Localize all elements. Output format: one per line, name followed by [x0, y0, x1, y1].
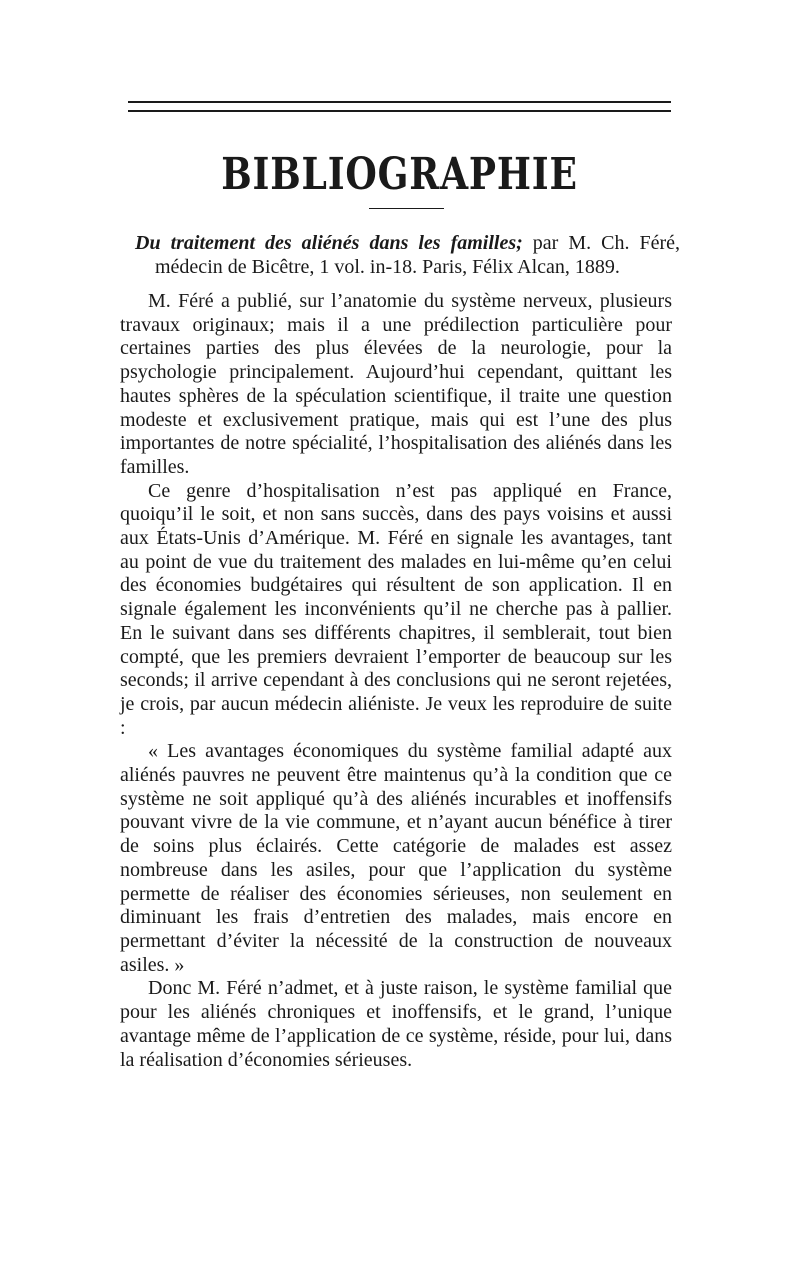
- top-rule-double: [128, 110, 671, 112]
- citation-details: par M. Ch. Féré, médecin de Bicêtre, 1 vol. in-18. Paris, Félix Alcan, 1889.: [155, 232, 681, 278]
- quoted-paragraph: « Les avantages économiques du système familial adapté aux aliénés pauvres ne peuvent être maintenus qu’à la condition que ce système ne soit appliqué qu’à des aliénés incurables et inoffensifs pouvant vivre de la vie commune, et n’ayant aucun bénéfice à tirer de soins plus éclairés. Cette catégorie de malades est assez nombreuse dans les asiles, pour que l’application du système permette de réaliser des économies sérieuses, non seulement en diminuant les frais d’entretien des malades, mais encore en permettant d’éviter la nécessité de la construction de nouveaux asiles. »: [120, 740, 672, 976]
- paragraph: Donc M. Féré n’admet, et à juste raison, le système familial que pour les aliénés chroniques et inoffensifs, et le grand, l’unique avantage même de l’application de ce système, réside, pour lui, dans la réalisation d’économies sérieuses.: [120, 977, 672, 1071]
- title-underline: [369, 208, 444, 209]
- body-text: [120, 290, 672, 1072]
- section-title: BIBLIOGRAPHIE: [221, 149, 578, 200]
- work-title: Du traitement des aliénés dans les familles;: [135, 232, 523, 254]
- paragraph: M. Féré a publié, sur l’anatomie du système nerveux, plusieurs travaux originaux; mais il a une prédilection particulière pour certaines parties des plus élevées de la neurologie, pour la psychologie principalement. Aujourd’hui cependant, quittant les hautes sphères de la spéculation scientifique, il traite une question modeste et exclusivement pratique, mais qui est l’une des plus importantes de notre spécialité, l’hospitalisation des aliénés dans les familles.: [120, 290, 672, 478]
- citation: [125, 232, 680, 279]
- paragraph: Ce genre d’hospitalisation n’est pas appliqué en France, quoiqu’il le soit, et non sans succès, dans des pays voisins et aussi aux États-Unis d’Amérique. M. Féré en signale les avantages, tant au point de vue du traitement des malades en lui-même qu’en celui des économies budgétaires qui résultent de son application. Il en signale également les inconvénients qu’il ne cherche pas à pallier. En le suivant dans ses différents chapitres, il semblerait, tout bien compté, que les premiers devraient l’emporter de beaucoup sur les seconds; il arrive cependant à des conclusions qui ne seront rejetées, je crois, par aucun médecin aliéniste. Je veux les reproduire de suite :: [120, 479, 672, 739]
- top-rule: [128, 101, 671, 103]
